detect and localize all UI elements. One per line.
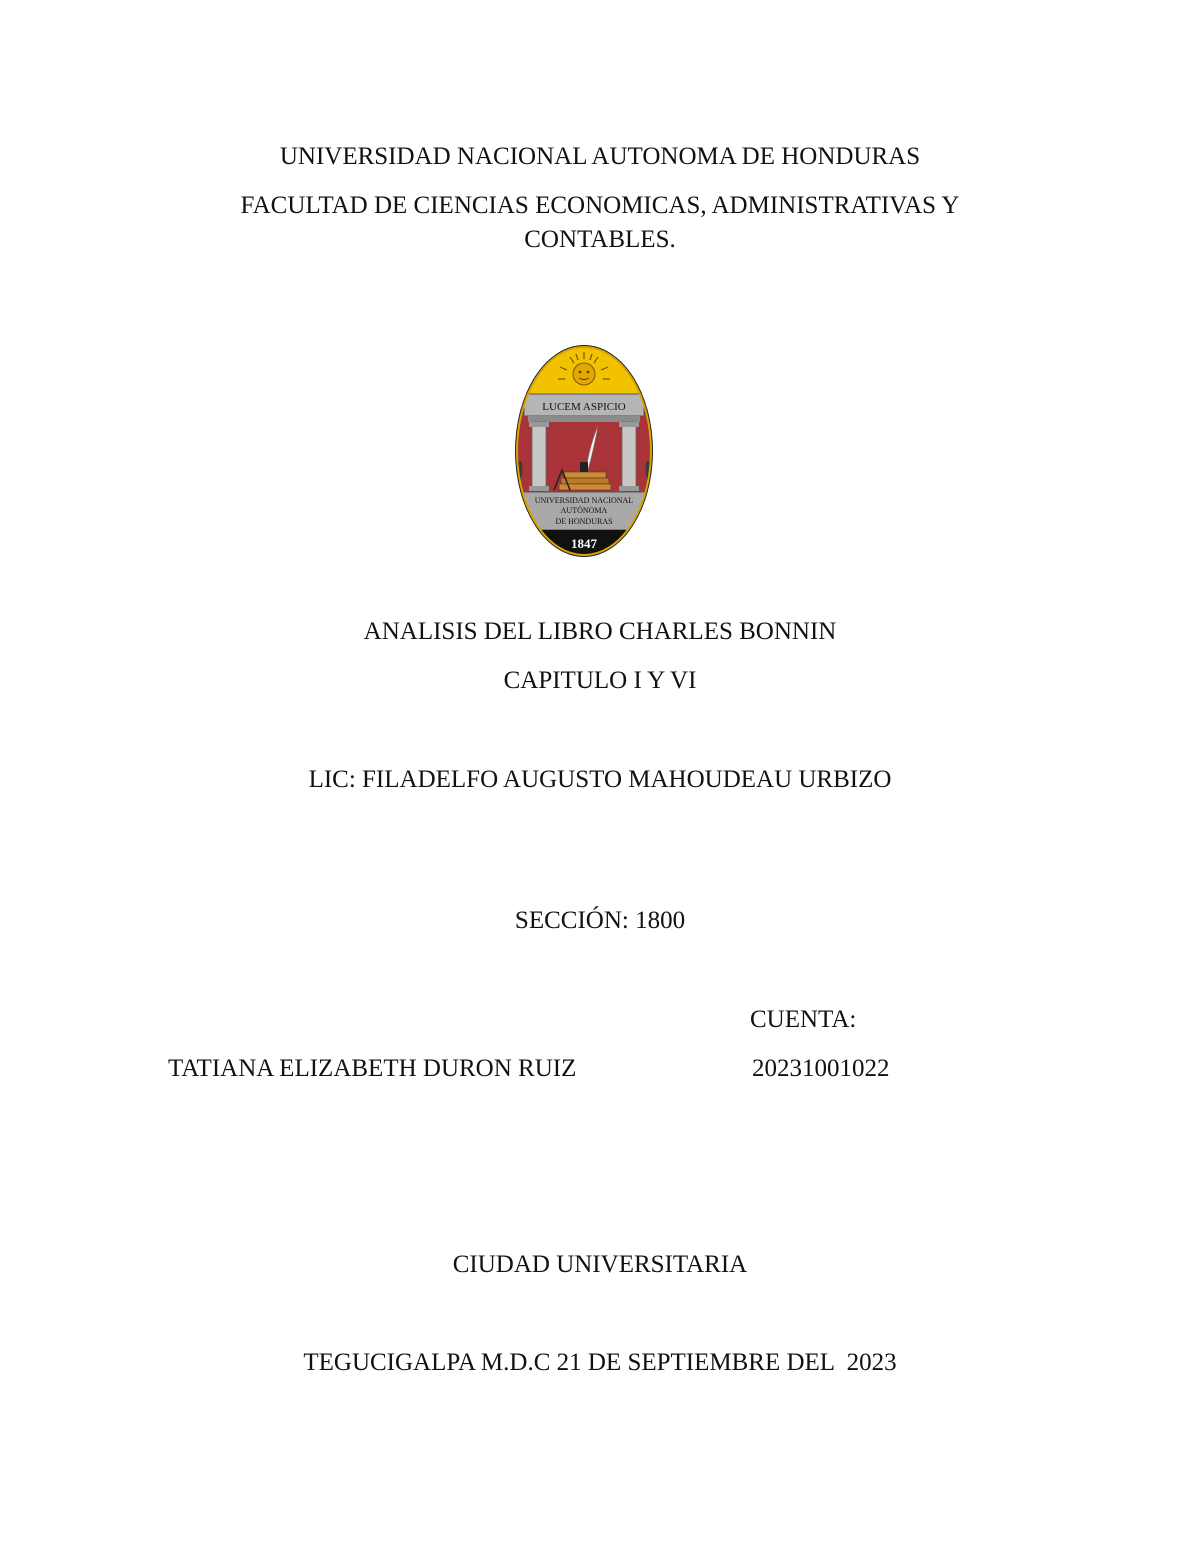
university-seal xyxy=(514,344,654,558)
seal-motto: LUCEM ASPICIO xyxy=(542,401,626,413)
university-name: UNIVERSIDAD NACIONAL AUTONOMA DE HONDURAS xyxy=(279,143,921,170)
account-label: CUENTA: xyxy=(750,1006,857,1033)
seal-name-line1: UNIVERSIDAD NACIONAL xyxy=(534,496,634,505)
place-and-date: TEGUCIGALPA M.D.C 21 DE SEPTIEMBRE DEL 2023 xyxy=(303,1349,897,1376)
student-name: TATIANA ELIZABETH DURON RUIZ xyxy=(168,1055,577,1082)
faculty-name-line1: FACULTAD DE CIENCIAS ECONOMICAS, ADMINISTRATIVAS Y xyxy=(240,192,960,219)
section-label: SECCIÓN: 1800 xyxy=(514,907,686,934)
chapter-label: CAPITULO I Y VI xyxy=(503,667,697,694)
campus-name: CIUDAD UNIVERSITARIA xyxy=(452,1251,748,1278)
professor-name: LIC: FILADELFO AUGUSTO MAHOUDEAU URBIZO xyxy=(308,766,892,793)
seal-year: 1847 xyxy=(571,536,597,551)
seal-name-line3: DE HONDURAS xyxy=(555,517,613,526)
seal-name-line2: AUTÓNOMA xyxy=(560,506,608,515)
faculty-name-line2: CONTABLES. xyxy=(524,226,676,253)
document-title: ANALISIS DEL LIBRO CHARLES BONNIN xyxy=(363,618,837,645)
account-number: 20231001022 xyxy=(752,1055,890,1082)
